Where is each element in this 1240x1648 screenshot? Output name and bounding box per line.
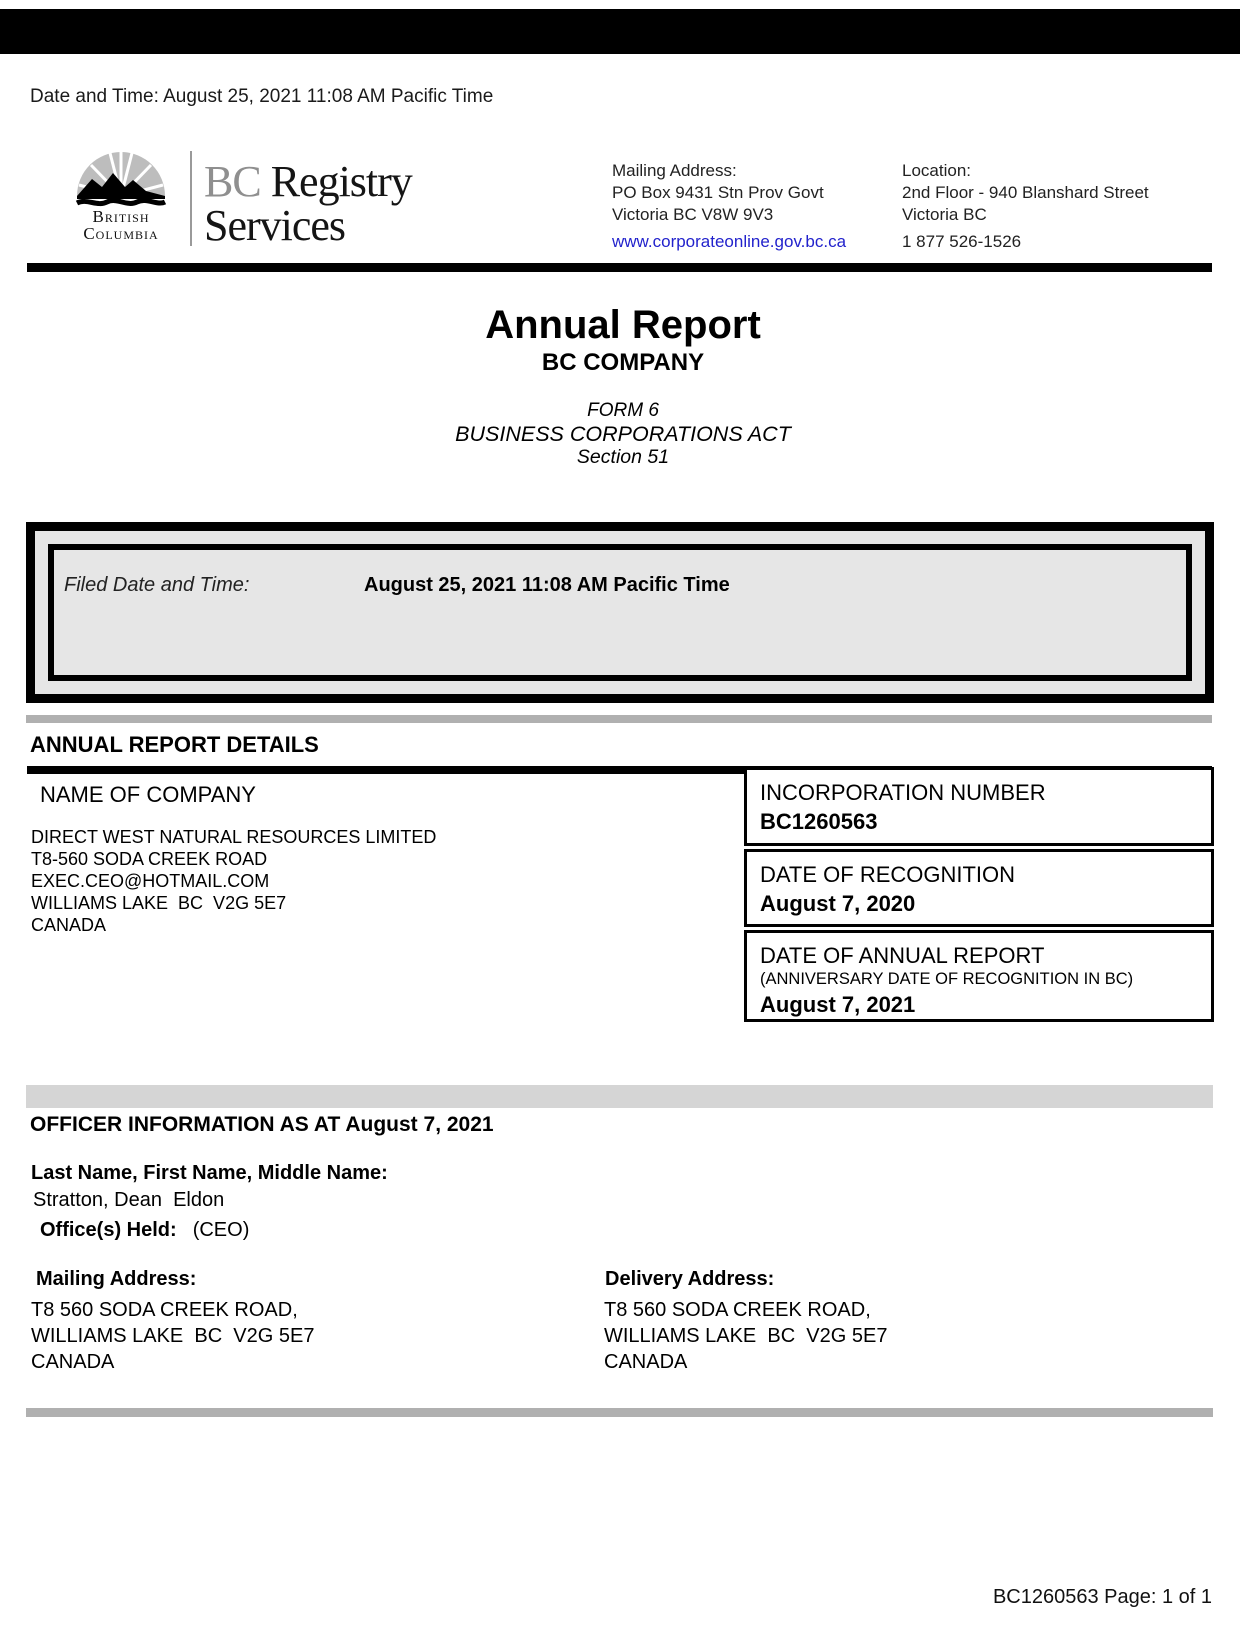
officer-delivery-line: CANADA [604, 1351, 688, 1373]
date-of-recognition-label: DATE OF RECOGNITION [760, 862, 1016, 887]
officer-mailing-address [31, 1297, 314, 1375]
wordmark-bc: BC [204, 157, 261, 206]
sunrise-mountains-icon [75, 150, 167, 208]
offices-held-value: (CEO) [192, 1219, 250, 1241]
company-type: BC COMPANY [541, 349, 705, 376]
top-scan-band [0, 9, 1240, 54]
date-of-recognition-value: August 7, 2020 [760, 891, 916, 916]
act-section: Section 51 [576, 446, 670, 468]
location-label: Location: [902, 161, 971, 180]
corporate-online-link[interactable]: www.corporateonline.gov.bc.ca [612, 232, 847, 251]
document-title: Annual Report [485, 303, 761, 347]
registry-mailing-address [612, 160, 892, 253]
company-city-line: WILLIAMS LAKE BC V2G 5E7 [31, 893, 287, 913]
officer-section-heading: OFFICER INFORMATION AS AT August 7, 2021 [30, 1113, 494, 1136]
officer-delivery-address-label: Delivery Address: [605, 1268, 775, 1290]
officer-name: Stratton, Dean Eldon [33, 1189, 225, 1211]
incorporation-number-box [744, 767, 1214, 846]
act-name: BUSINESS CORPORATIONS ACT [455, 422, 791, 446]
officer-delivery-line: T8 560 SODA CREEK ROAD, [604, 1299, 871, 1321]
title-block [20, 303, 1226, 469]
company-email: EXEC.CEO@HOTMAIL.COM [31, 871, 270, 891]
bc-government-logo [56, 150, 186, 242]
location-line1: 2nd Floor - 940 Blanshard Street [902, 183, 1149, 202]
filed-date-label: Filed Date and Time: [64, 574, 250, 596]
wordmark-services: Services [204, 201, 346, 250]
filed-date-value: August 25, 2021 11:08 AM Pacific Time [364, 574, 730, 596]
details-section-heading: ANNUAL REPORT DETAILS [30, 732, 319, 757]
incorporation-number-label: INCORPORATION NUMBER [760, 780, 1046, 805]
mailing-address-line2: Victoria BC V8W 9V3 [612, 205, 774, 224]
date-of-annual-report-value: August 7, 2021 [760, 992, 916, 1017]
filed-stamp-inner [48, 544, 1192, 681]
company-name: DIRECT WEST NATURAL RESOURCES LIMITED [31, 827, 437, 847]
location-line2: Victoria BC [902, 205, 987, 224]
printed-datetime: Date and Time: August 25, 2021 11:08 AM Pacific Time [30, 86, 494, 107]
company-address-line: T8-560 SODA CREEK ROAD [31, 849, 268, 869]
bottom-divider-bar [26, 1408, 1213, 1417]
mailing-address-line1: PO Box 9431 Stn Prov Govt [612, 183, 824, 202]
officer-mailing-line: WILLIAMS LAKE BC V2G 5E7 [31, 1325, 315, 1347]
page-footer: BC1260563 Page: 1 of 1 [992, 1586, 1212, 1608]
province-name-line2: Columbia [83, 224, 159, 243]
bc-registry-services-wordmark [204, 157, 412, 250]
officer-mailing-line: CANADA [31, 1351, 115, 1373]
mailing-address-label: Mailing Address: [612, 161, 737, 180]
company-country: CANADA [31, 915, 107, 935]
company-address-block [31, 826, 436, 936]
filed-stamp-box [26, 522, 1214, 703]
officer-section-bar [26, 1085, 1213, 1108]
name-of-company-label: NAME OF COMPANY [40, 782, 256, 807]
officer-delivery-address [604, 1297, 887, 1375]
officer-delivery-line: WILLIAMS LAKE BC V2G 5E7 [604, 1325, 888, 1347]
logo-divider [190, 151, 192, 246]
anniversary-sublabel: (ANNIVERSARY DATE OF RECOGNITION IN BC) [760, 970, 1134, 988]
date-of-annual-report-box [744, 930, 1214, 1022]
registry-location [902, 160, 1202, 253]
registry-phone: 1 877 526-1526 [902, 232, 1022, 251]
officer-mailing-address-label: Mailing Address: [36, 1268, 197, 1290]
wordmark-registry: Registry [260, 157, 412, 206]
officer-name-label: Last Name, First Name, Middle Name: [31, 1162, 388, 1184]
incorporation-number-value: BC1260563 [760, 809, 878, 834]
officer-mailing-line: T8 560 SODA CREEK ROAD, [31, 1299, 298, 1321]
offices-held-label: Office(s) Held: [40, 1219, 177, 1241]
section-divider-bar [26, 715, 1212, 723]
date-of-recognition-box [744, 849, 1214, 927]
form-number: FORM 6 [587, 400, 659, 421]
offices-held-row [40, 1219, 249, 1242]
province-name-line1: British [92, 207, 150, 226]
header-rule [27, 263, 1212, 272]
date-of-annual-report-label: DATE OF ANNUAL REPORT [760, 943, 1045, 968]
